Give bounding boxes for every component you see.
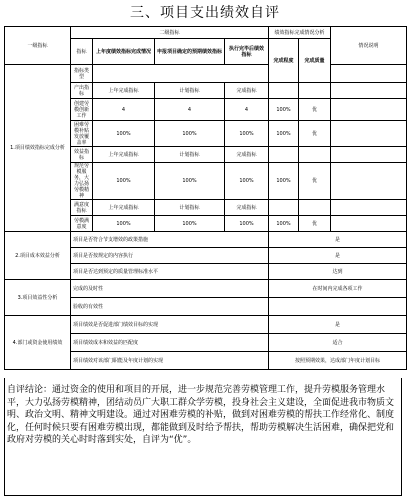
section3-label: 3.项目效益性分析 xyxy=(5,280,71,316)
subheader-indicator-type: 指标类型 xyxy=(71,65,93,83)
section1-label: 1.项目绩效指标完成分析 xyxy=(5,65,71,232)
subheader-completion: 完成程度 xyxy=(269,39,299,83)
table-row: 困难劳模补贴发放覆盖率 100% 100% 100% 100% 优 xyxy=(5,121,407,147)
table-row: 效益指标 上年完成指标 计划指标 完成指标 xyxy=(5,147,407,163)
table-row: 项目绩效对该部门职能及年度计划的实现 按照预期效果，达成部门年度计划目标 xyxy=(5,352,407,370)
table-row: 项目绩效成本和效益的匹配度 适合 xyxy=(5,334,407,352)
header-level2: 二级指标 xyxy=(71,27,269,39)
subheader-plan: 申报项目确定的预期绩效指标 xyxy=(155,39,225,65)
header-completion-group: 绩效指标完成情况分析 xyxy=(269,27,331,39)
table-row: 验收的有效性 xyxy=(5,298,407,316)
self-evaluation-conclusion: 自评结论：通过资金的使用和项目的开展，进一步规范完善劳模管理工作，提升劳模服务管理水平，大力弘扬劳模精神，团结动员广大职工群众学劳模，投身社会主义建设，全面促进我市物质文明、政治文明、精神文明建设。通过对困难劳模的补贴，做到对困难劳模的帮扶工作经常化、制度化，任何时候只要有困难劳模出现，都能做到及时给予帮扶，帮助劳模解决生活困难，确保把党和政府对劳模的关心时时落到实处，自评为“优”。 xyxy=(4,378,402,496)
header-remarks: 情况说明 xyxy=(331,27,407,65)
subheader-quality: 完成质量 xyxy=(299,39,331,83)
table-row: 创建劳模创新工作 4 4 4 100% 优 xyxy=(5,99,407,121)
table-row: 产出指标 上年完成指标 计划指标 完成指标 xyxy=(5,83,407,99)
table-row: 项目是否达到预定的质量管理标准水平 达到 xyxy=(5,264,407,280)
table-row: 2.项目成本效益分析 项目是否符合节支增效的政策措施 是 xyxy=(5,232,407,248)
page-title: 三、项目支出绩效自评 xyxy=(130,5,280,21)
section2-label: 2.项目成本效益分析 xyxy=(5,232,71,280)
performance-table xyxy=(4,26,407,370)
table-row: 4.部门或资金使用绩效 项目绩效是否促进部门绩效目标的实现 是 xyxy=(5,316,407,334)
header-level1: 一级指标 xyxy=(5,27,71,65)
table-row: 3.项目效益性分析 完成的及时性 在时间内完成各项工作 xyxy=(5,280,407,298)
subheader-blank xyxy=(93,65,269,83)
table-row: 劳模满意度 100% 100% 100% 100% 优 xyxy=(5,216,407,232)
table-row: 项目是否按规定的内容执行 是 xyxy=(5,248,407,264)
subheader-actual: 执行完毕后绩效指标 xyxy=(225,39,269,65)
section4-label: 4.部门或资金使用绩效 xyxy=(5,316,71,370)
table-row: 规范劳模服务，大力弘扬劳模精神 100% 100% 100% 100% 优 xyxy=(5,163,407,200)
subheader-last-year: 上年度绩效指标完成情况 xyxy=(93,39,155,65)
subheader-indicator: 指标 xyxy=(71,39,93,65)
table-row: 满意度指标 上年完成指标 计划指标 完成指标 xyxy=(5,200,407,216)
remarks-cell xyxy=(331,65,407,83)
